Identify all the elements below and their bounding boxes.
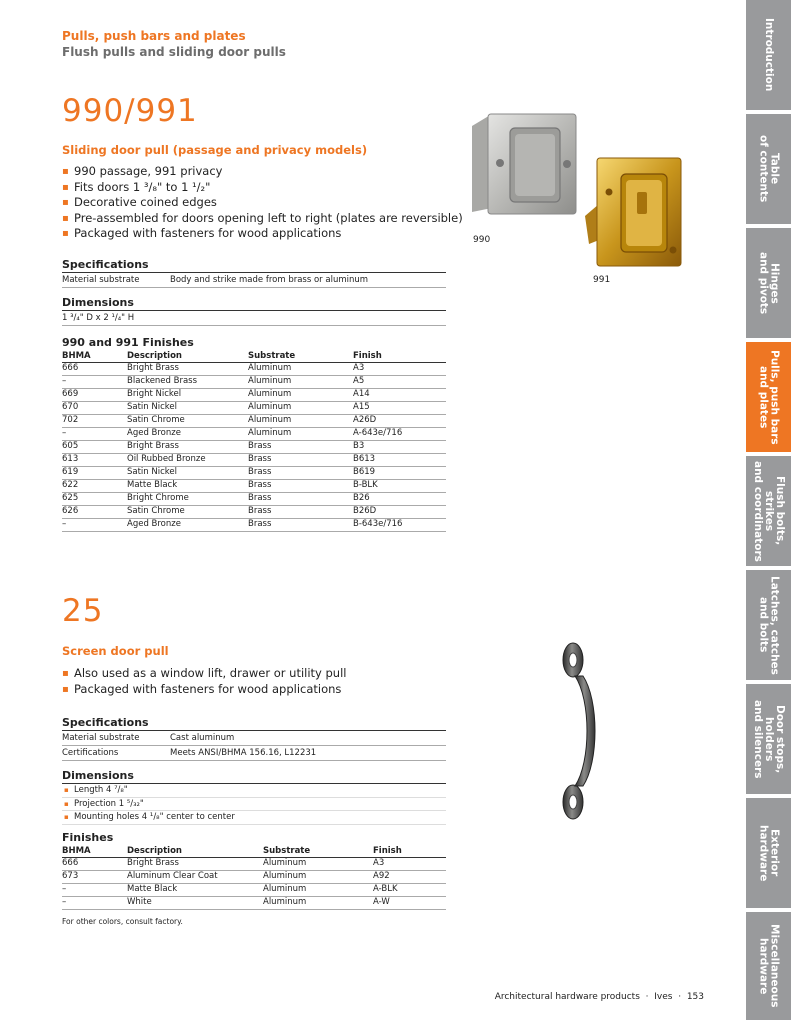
table-cell: A15: [353, 402, 446, 415]
table-cell: Bright Chrome: [127, 493, 248, 506]
table-cell: A3: [373, 858, 446, 871]
table-cell: Brass: [248, 441, 353, 454]
table-cell: B619: [353, 467, 446, 480]
feature-item: ▪ Also used as a window lift, drawer or utility pull: [62, 666, 347, 682]
feature-item: ▪ Pre-assembled for doors opening left to right (plates are reversible): [62, 211, 463, 227]
spec-row: [62, 746, 446, 761]
table-cell: Blackened Brass: [127, 376, 248, 389]
table-cell: 619: [62, 467, 127, 480]
table-cell: A-W: [373, 897, 446, 910]
spec-key: Material substrate: [62, 733, 140, 743]
table-cell: Bright Brass: [127, 858, 263, 871]
table-cell: Aluminum: [248, 402, 353, 415]
table-cell: 666: [62, 363, 127, 376]
table-cell: A26D: [353, 415, 446, 428]
table-cell: Bright Brass: [127, 363, 248, 376]
table-cell: Satin Nickel: [127, 402, 248, 415]
dimensions-25: [62, 769, 446, 825]
specifications-990: [62, 258, 446, 288]
dimension-list: [62, 784, 446, 825]
finishes-table-990: [62, 350, 446, 532]
section-tab-pulls[interactable]: [746, 342, 791, 456]
product-title-sliding-door-pull: Sliding door pull (passage and privacy models): [62, 143, 368, 157]
table-row: [62, 871, 446, 884]
model-number-990-991: 990/991: [62, 93, 198, 129]
table-cell: Aluminum: [248, 363, 353, 376]
model-number-25: 25: [62, 593, 104, 629]
finishes-heading: Finishes: [62, 831, 114, 844]
section-tab-door[interactable]: [746, 684, 791, 798]
finishes-table-25: [62, 845, 446, 910]
section-tab-label: Table of contents: [757, 135, 781, 203]
table-row: [62, 897, 446, 910]
table-cell: Oil Rubbed Bronze: [127, 454, 248, 467]
dimensions-990: [62, 296, 446, 326]
table-header-row: [62, 845, 446, 858]
column-header: Description: [127, 350, 248, 363]
table-cell: Aged Bronze: [127, 519, 248, 532]
table-cell: –: [62, 897, 127, 910]
table-cell: Aluminum: [263, 897, 373, 910]
specifications-heading: Specifications: [62, 258, 446, 273]
feature-list-990: [62, 164, 463, 242]
table-row: [62, 402, 446, 415]
product-image-990: [470, 112, 580, 222]
table-row: [62, 428, 446, 441]
product-title-screen-door-pull: Screen door pull: [62, 644, 169, 658]
footer-separator: ·: [642, 992, 652, 1002]
table-cell: Aluminum: [263, 884, 373, 897]
section-tab-introduction[interactable]: [746, 0, 791, 114]
table-row: [62, 467, 446, 480]
table-cell: 622: [62, 480, 127, 493]
spec-key: Certifications: [62, 748, 119, 758]
dimension-item: ▪ Mounting holes 4 ¹/₈" center to center: [62, 811, 446, 825]
feature-item: ▪ Packaged with fasteners for wood applications: [62, 682, 347, 698]
table-cell: 605: [62, 441, 127, 454]
table-cell: Brass: [248, 454, 353, 467]
table-cell: Brass: [248, 467, 353, 480]
table-cell: 625: [62, 493, 127, 506]
table-cell: Brass: [248, 493, 353, 506]
column-header: Description: [127, 845, 263, 858]
table-row: [62, 493, 446, 506]
column-header: Finish: [353, 350, 446, 363]
table-row: [62, 480, 446, 493]
table-cell: 702: [62, 415, 127, 428]
spec-value: Cast aluminum: [170, 733, 235, 743]
table-cell: A14: [353, 389, 446, 402]
dimension-item: ▪ Length 4 ⁷/₈": [62, 784, 446, 798]
page-number: 153: [686, 992, 704, 1002]
table-cell: Aluminum: [263, 871, 373, 884]
footer-brand: Ives: [654, 992, 673, 1002]
table-cell: B-BLK: [353, 480, 446, 493]
table-cell: –: [62, 884, 127, 897]
table-row: [62, 389, 446, 402]
table-row: [62, 454, 446, 467]
section-tab-label: Hinges and pivots: [757, 251, 781, 315]
spec-value: Meets ANSI/BHMA 156.16, L12231: [170, 748, 317, 758]
table-cell: Matte Black: [127, 884, 263, 897]
table-cell: Matte Black: [127, 480, 248, 493]
section-tab-miscellaneous[interactable]: [746, 912, 791, 1024]
section-tab-label: Door stops, holders and silencers: [752, 699, 786, 779]
table-cell: B26: [353, 493, 446, 506]
section-tab-label: Miscellaneous hardware: [757, 924, 781, 1008]
column-header: Substrate: [263, 845, 373, 858]
table-cell: Bright Brass: [127, 441, 248, 454]
column-header: Substrate: [248, 350, 353, 363]
table-row: [62, 519, 446, 532]
image-caption-991: 991: [593, 275, 611, 285]
dimension-row: [62, 311, 446, 326]
section-tab-label: Flush bolts, strikes and coordinators: [752, 460, 786, 562]
table-cell: Aluminum: [248, 376, 353, 389]
table-cell: Satin Chrome: [127, 506, 248, 519]
specifications-heading: Specifications: [62, 716, 446, 731]
section-tab-flush[interactable]: [746, 456, 791, 570]
feature-list-25: [62, 666, 347, 697]
table-row: [62, 441, 446, 454]
table-header-row: [62, 350, 446, 363]
spec-row: [62, 273, 446, 288]
table-cell: 666: [62, 858, 127, 871]
table-cell: Aluminum: [248, 389, 353, 402]
table-cell: Brass: [248, 506, 353, 519]
feature-item: ▪ Decorative coined edges: [62, 195, 463, 211]
table-row: [62, 506, 446, 519]
table-cell: Aluminum: [248, 428, 353, 441]
section-tab-table[interactable]: [746, 114, 791, 228]
footnote: For other colors, consult factory.: [62, 917, 183, 926]
page-header: [62, 28, 286, 60]
dimension-value: 1 ³/₄" D x 2 ¹/₄" H: [62, 313, 135, 323]
table-cell: –: [62, 376, 127, 389]
table-row: [62, 363, 446, 376]
section-tab-exterior[interactable]: [746, 798, 791, 912]
table-cell: Aluminum: [248, 415, 353, 428]
table-cell: B3: [353, 441, 446, 454]
table-cell: A3: [353, 363, 446, 376]
table-cell: B613: [353, 454, 446, 467]
dimensions-heading: Dimensions: [62, 769, 446, 784]
table-cell: A92: [373, 871, 446, 884]
table-cell: Brass: [248, 519, 353, 532]
table-cell: Aluminum: [263, 858, 373, 871]
table-cell: Satin Nickel: [127, 467, 248, 480]
subcategory-title: Flush pulls and sliding door pulls: [62, 45, 286, 59]
feature-item: ▪ 990 passage, 991 privacy: [62, 164, 463, 180]
dimension-item: ▪ Projection 1 ⁵/₃₂": [62, 798, 446, 812]
spec-value: Body and strike made from brass or aluminum: [170, 275, 369, 285]
table-cell: 670: [62, 402, 127, 415]
table-cell: White: [127, 897, 263, 910]
section-tab-label: Introduction: [763, 18, 775, 92]
table-cell: –: [62, 519, 127, 532]
table-row: [62, 415, 446, 428]
finishes-990: [62, 336, 446, 532]
column-header: BHMA: [62, 350, 127, 363]
category-title: Pulls, push bars and plates: [62, 29, 246, 43]
section-tab-label: Latches, catches and bolts: [757, 575, 781, 675]
table-cell: A-BLK: [373, 884, 446, 897]
finishes-heading: 990 and 991 Finishes: [62, 336, 194, 349]
column-header: BHMA: [62, 845, 127, 858]
section-tab-label: Exterior hardware: [757, 824, 781, 882]
table-cell: 669: [62, 389, 127, 402]
table-cell: B-643e/716: [353, 519, 446, 532]
table-cell: 626: [62, 506, 127, 519]
table-cell: Brass: [248, 480, 353, 493]
table-cell: Bright Nickel: [127, 389, 248, 402]
table-cell: A5: [353, 376, 446, 389]
footer-text: Architectural hardware products: [494, 992, 640, 1002]
feature-item: ▪ Packaged with fasteners for wood applications: [62, 226, 463, 242]
finishes-25: [62, 831, 446, 910]
table-row: [62, 884, 446, 897]
table-cell: 673: [62, 871, 127, 884]
column-header: Finish: [373, 845, 446, 858]
specifications-25: [62, 716, 446, 761]
table-row: [62, 376, 446, 389]
section-tab-label: Pulls, push bars and plates: [757, 349, 781, 445]
page-footer: [495, 992, 704, 1002]
table-cell: B26D: [353, 506, 446, 519]
section-tab-latches[interactable]: [746, 570, 791, 684]
image-caption-990: 990: [473, 235, 491, 245]
spec-key: Material substrate: [62, 275, 140, 285]
table-cell: Aged Bronze: [127, 428, 248, 441]
product-image-25: [555, 640, 605, 822]
section-tabs: [746, 0, 791, 1024]
table-row: [62, 858, 446, 871]
table-cell: Aluminum Clear Coat: [127, 871, 263, 884]
table-cell: 613: [62, 454, 127, 467]
footer-separator: ·: [675, 992, 684, 1002]
table-cell: A-643e/716: [353, 428, 446, 441]
section-tab-hinges[interactable]: [746, 228, 791, 342]
product-image-991: [585, 152, 685, 270]
feature-item: ▪ Fits doors 1 ³/₈" to 1 ¹/₂": [62, 180, 463, 196]
spec-row: [62, 731, 446, 746]
table-cell: –: [62, 428, 127, 441]
dimensions-heading: Dimensions: [62, 296, 446, 311]
table-cell: Satin Chrome: [127, 415, 248, 428]
